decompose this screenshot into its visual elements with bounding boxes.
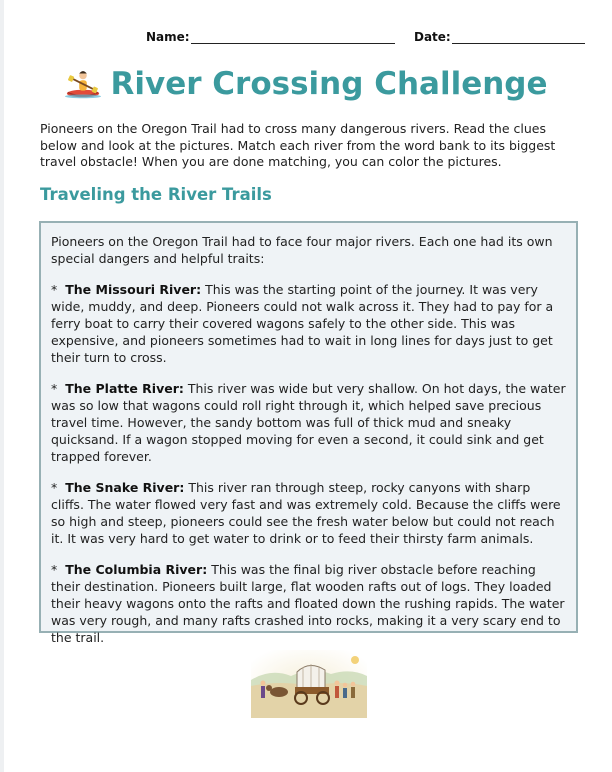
bullet-marker: *: [51, 480, 58, 495]
reading-passage-box: [39, 221, 578, 645]
river-name: The Snake River:: [65, 480, 185, 495]
river-item-missouri: [51, 281, 566, 366]
name-label: Name:: [146, 30, 190, 44]
river-name: The Missouri River:: [65, 282, 202, 297]
page-edge: [0, 0, 4, 772]
date-blank-line[interactable]: [452, 31, 585, 44]
kayak-icon: [64, 65, 102, 103]
name-field[interactable]: [146, 30, 395, 44]
river-description: This was the starting point of the journey. It was very wide, muddy, and deep. Pioneers could not walk across it. They had to pay for a ferry boat to carry their covered wagons safely to the other side. This was expensive, and pioneers sometimes had to wait in long lines for days just to get their turn to cross.: [51, 282, 554, 365]
name-blank-line[interactable]: [191, 31, 395, 44]
river-description: This river was wide but very shallow. On hot days, the water was so low that wagons could roll right through it, which helped save precious travel time. However, the sandy bottom was full of thick mud and sneaky quicksand. If a wagon stopped moving for even a second, it could sink and get trapped forever.: [51, 381, 566, 464]
date-field[interactable]: [414, 30, 585, 44]
river-name: The Columbia River:: [65, 562, 208, 577]
date-label: Date:: [414, 30, 451, 44]
section-heading: Traveling the River Trails: [40, 185, 272, 204]
river-item-platte: [51, 380, 566, 465]
page-title: [0, 65, 612, 103]
river-description: This river ran through steep, rocky canyons with sharp cliffs. The water flowed very fast and was extremely cold. Because the cliffs were so high and steep, pioneers could see the fresh water below but could not reach it. It was very hard to get water to drink or to feed their thirsty farm animals.: [51, 480, 561, 546]
passage-lead: Pioneers on the Oregon Trail had to face four major rivers. Each one had its own special dangers and helpful traits:: [51, 234, 553, 266]
bullet-marker: *: [51, 562, 58, 577]
worksheet-header: [146, 30, 582, 50]
bullet-marker: *: [51, 381, 58, 396]
river-item-columbia: [51, 561, 566, 646]
river-name: The Platte River:: [65, 381, 184, 396]
instructions-text: Pioneers on the Oregon Trail had to cross many dangerous rivers. Read the clues below and look at the pictures. Match each river from the word bank to its biggest travel obstacle! When you are done matching, you can color the pictures.: [40, 121, 556, 169]
river-description: This was the final big river obstacle before reaching their destination. Pioneers built large, flat wooden rafts out of logs. They loaded their heavy wagons onto the rafts and floated down the rushing rapids. The water was very rough, and many rafts crashed into rocks, making it a very scary end to the trail.: [51, 562, 565, 645]
bullet-marker: *: [51, 282, 58, 297]
title-text: River Crossing Challenge: [110, 66, 548, 102]
river-item-snake: [51, 479, 566, 547]
covered-wagon-illustration: [251, 650, 367, 718]
